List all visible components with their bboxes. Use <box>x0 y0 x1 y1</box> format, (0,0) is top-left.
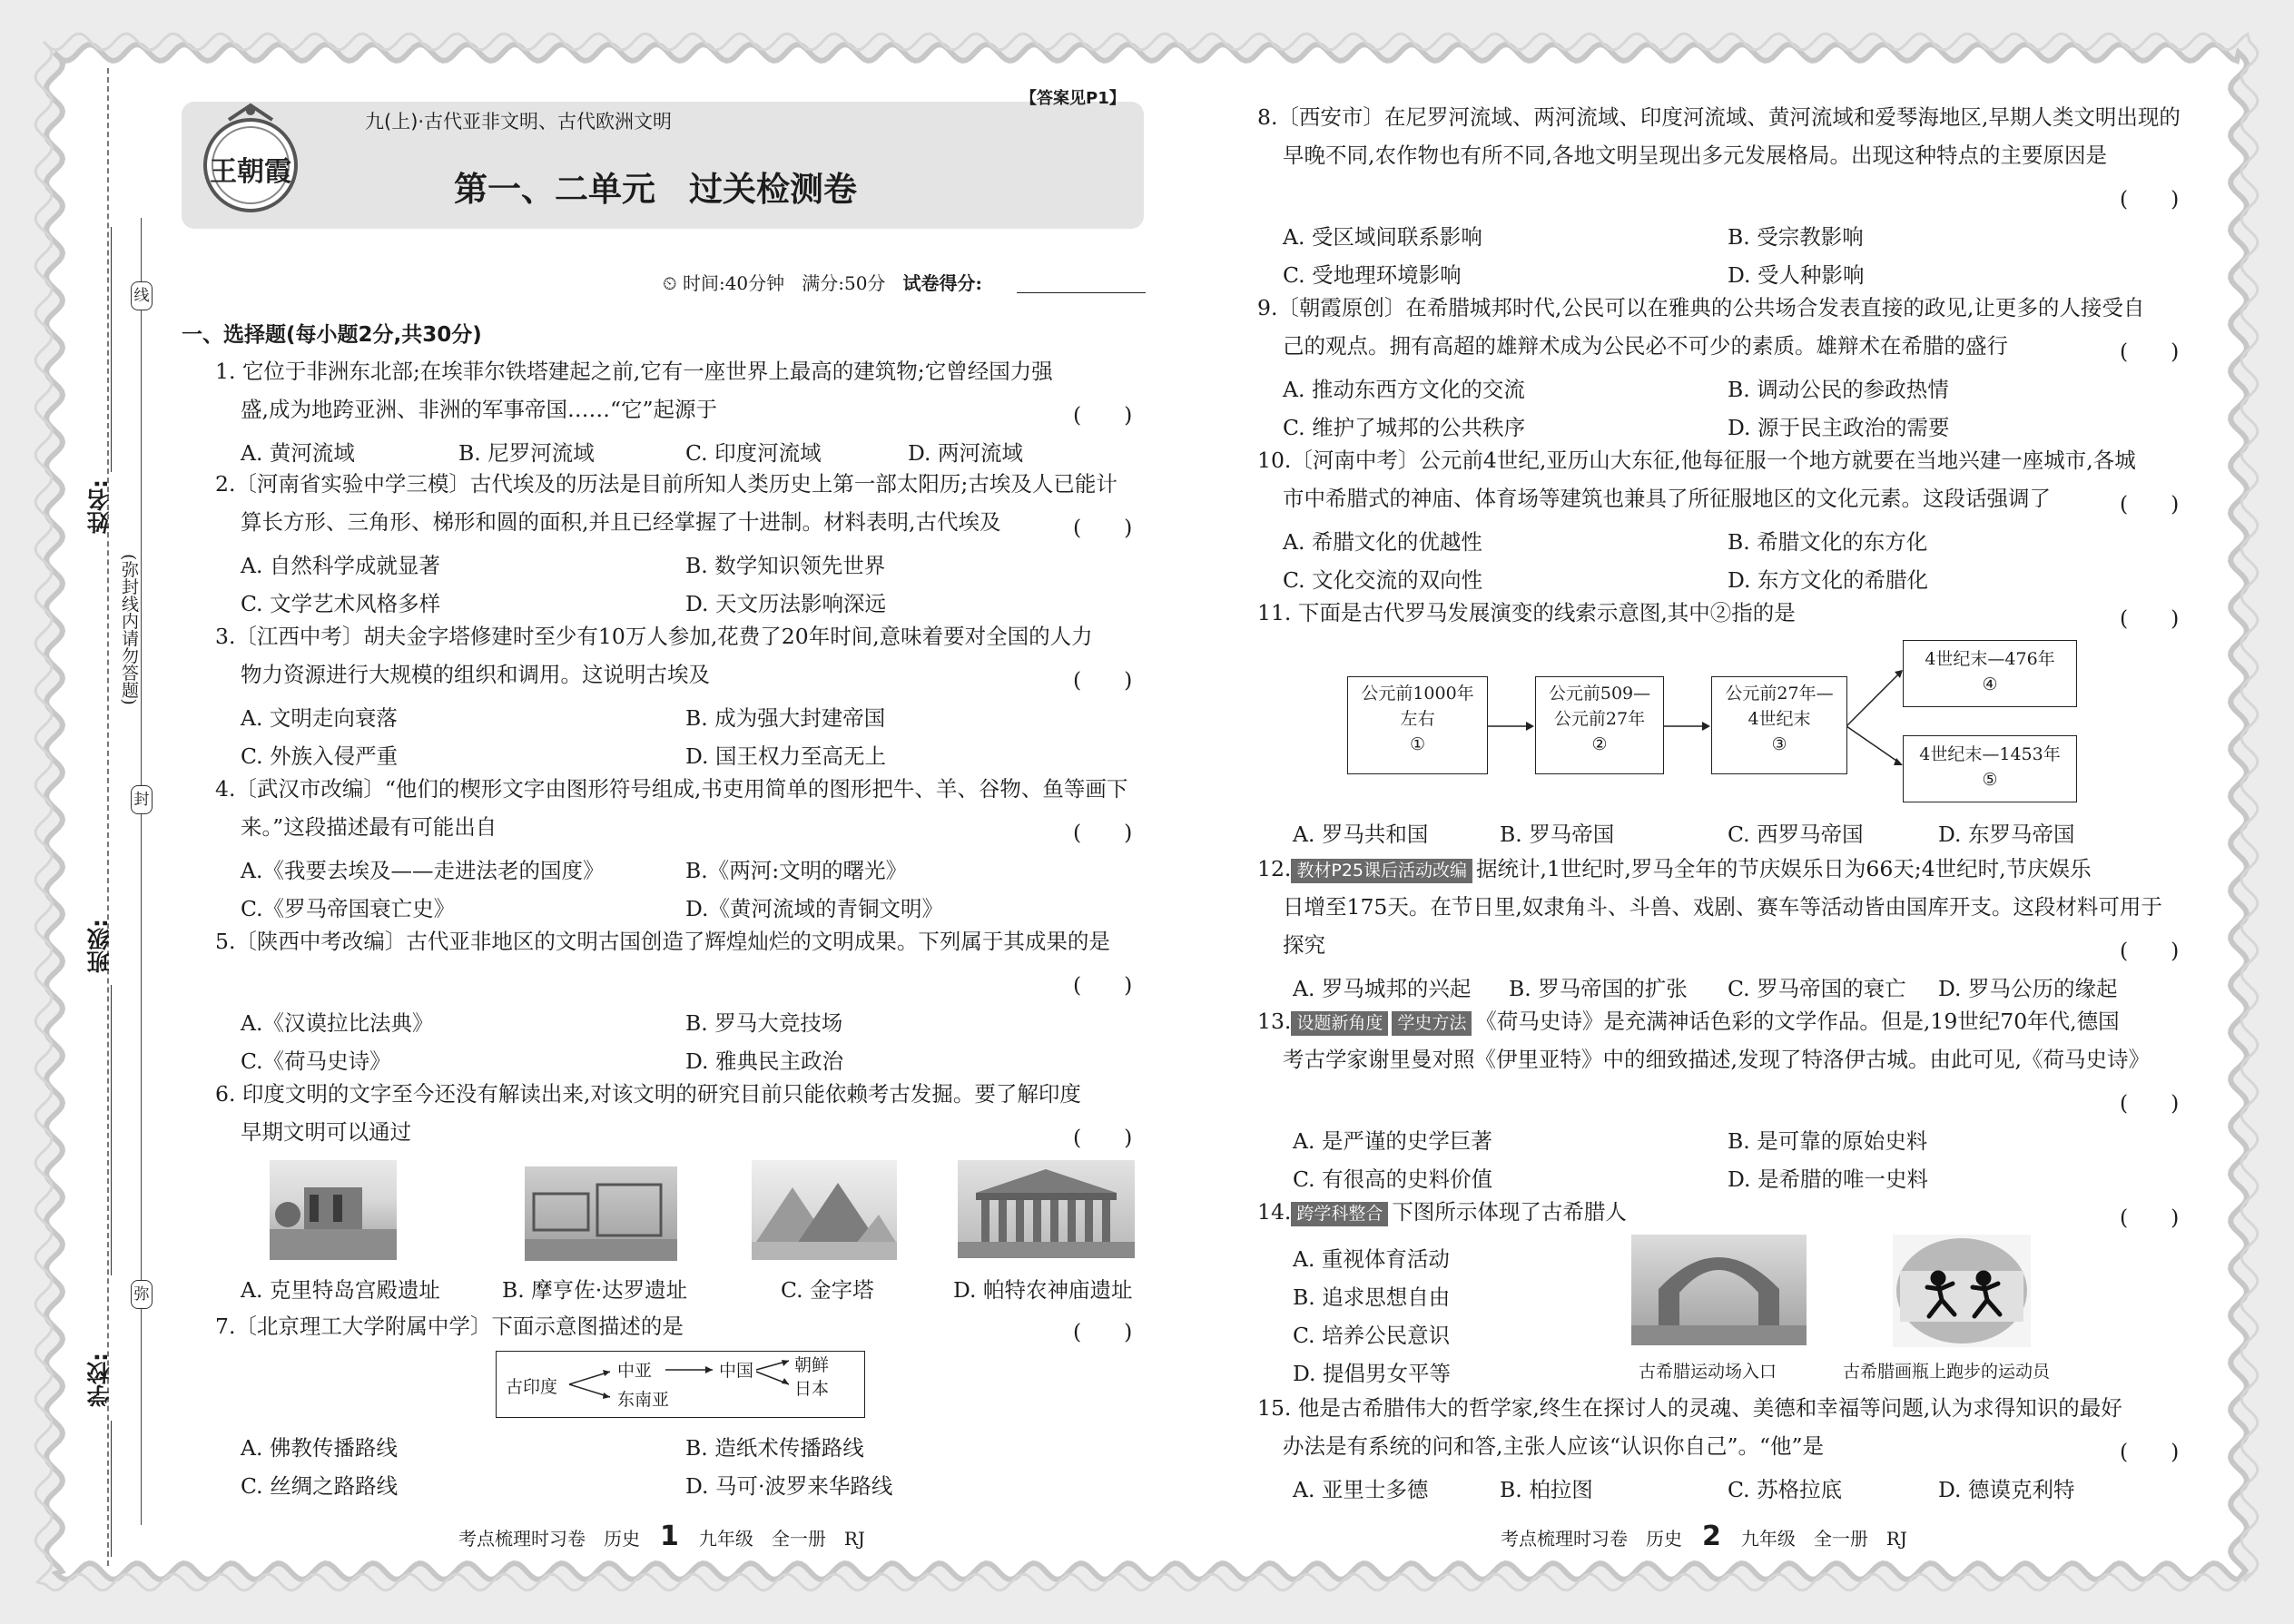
box2-date-2: 公元前27年 <box>1553 709 1646 729</box>
diagram-southeast-asia: 东南亚 <box>617 1390 670 1410</box>
q13-line2: 考古学家谢里曼对照《伊里亚特》中的细致描述,发现了特洛伊古城。由此可见,《荷马史诗》 <box>1283 1047 2150 1072</box>
binding-mark-feng: 封 <box>131 785 153 814</box>
pyramid-photo <box>752 1160 897 1260</box>
q9-option-d[interactable]: D. 源于民主政治的需要 <box>1728 415 1950 440</box>
clock-icon: ⏲ <box>663 272 677 294</box>
footer-right-grade: 九年级 全一册 RJ <box>1740 1528 1907 1550</box>
q14-tag: 跨学科整合 <box>1291 1202 1388 1226</box>
q4-answer-blank[interactable]: ( ) <box>1073 820 1133 845</box>
q8-line2: 早晚不同,农作物也有所不同,各地文明呈现出多元发展格局。出现这种特点的主要原因是 <box>1283 143 2107 168</box>
timeline-box-2 <box>1535 676 1664 774</box>
q12-number: 12. <box>1257 856 1292 881</box>
score-label: 试卷得分: <box>902 272 982 294</box>
binding-solid-line <box>141 218 142 1525</box>
footer-left-series: 考点梳理时习卷 历史 <box>458 1528 640 1550</box>
logo-text: 王朝霞 <box>210 156 291 188</box>
box5-number: ⑤ <box>1982 770 1998 790</box>
q9-line2: 己的观点。拥有高超的雄辩术成为公民必不可少的素质。雄辩术在希腊的盛行 <box>1283 333 2008 359</box>
q4-option-c[interactable]: C.《罗马帝国衰亡史》 <box>241 896 456 921</box>
q12-line2: 日增至175天。在节日里,奴隶角斗、斗兽、戏剧、赛车等活动皆由国库开支。这段材料可用于 <box>1283 894 2162 920</box>
full-score: 满分:50分 <box>802 272 886 294</box>
q15-answer-blank[interactable]: ( ) <box>2120 1439 2180 1464</box>
q15-option-d[interactable]: D. 德谟克利特 <box>1938 1477 2075 1502</box>
q12-line1 <box>1257 850 2092 888</box>
q12-option-b[interactable]: B. 罗马帝国的扩张 <box>1509 976 1688 1001</box>
q13-tag-2: 学史方法 <box>1392 1011 1472 1036</box>
name-field[interactable] <box>111 227 112 472</box>
q6-line1: 6. 印度文明的文字至今还没有解读出来,对该文明的研究目前只能依赖考古发掘。要了解印度 <box>215 1081 1081 1107</box>
diagram-japan: 日本 <box>794 1379 830 1399</box>
footer-left-grade: 九年级 全一册 RJ <box>698 1528 865 1550</box>
timeline-box-3 <box>1711 676 1847 774</box>
q9-answer-blank[interactable]: ( ) <box>2120 339 2180 364</box>
q4-line1: 4.〔武汉市改编〕“他们的楔形文字由图形符号组成,书吏用简单的图形把牛、羊、谷物、鱼等画下 <box>215 776 1128 802</box>
exam-meta <box>663 269 982 295</box>
page-number-1: 1 <box>660 1521 679 1552</box>
q5-option-d[interactable]: D. 雅典民主政治 <box>685 1048 843 1074</box>
time-limit: 时间:40分钟 <box>682 272 785 294</box>
q7-option-b[interactable]: B. 造纸术传播路线 <box>685 1435 864 1461</box>
q4-option-d[interactable]: D.《黄河流域的青铜文明》 <box>685 896 943 921</box>
box4-number: ④ <box>1982 674 1998 694</box>
q12-option-c[interactable]: C. 罗马帝国的衰亡 <box>1728 976 1906 1001</box>
q11-answer-blank[interactable]: ( ) <box>2120 605 2180 631</box>
q5-option-b[interactable]: B. 罗马大竞技场 <box>685 1010 843 1036</box>
q15-line1: 15. 他是古希腊伟大的哲学家,终生在探讨人的灵魂、美德和幸福等问题,认为求得知识的最好 <box>1257 1395 2122 1421</box>
q1-option-a[interactable]: A. 黄河流域 <box>241 440 355 466</box>
q3-option-d[interactable]: D. 国王权力至高无上 <box>685 743 886 769</box>
score-field[interactable] <box>1017 292 1146 293</box>
school-field[interactable] <box>111 1421 112 1557</box>
stadium-entrance-photo <box>1631 1235 1807 1345</box>
box1-date-2: 左右 <box>1400 709 1435 729</box>
timeline-box-5 <box>1903 735 2077 802</box>
q2-option-c[interactable]: C. 文学艺术风格多样 <box>241 591 441 616</box>
box2-number: ② <box>1591 734 1608 754</box>
q5-answer-blank[interactable]: ( ) <box>1073 972 1133 998</box>
q15-option-a[interactable]: A. 亚里士多德 <box>1293 1477 1429 1502</box>
q1-option-d[interactable]: D. 两河流域 <box>908 440 1023 466</box>
header-subject: 九(上)·古代亚非文明、古代欧洲文明 <box>365 111 673 133</box>
parthenon-photo <box>958 1160 1135 1258</box>
box3-number: ③ <box>1771 734 1787 754</box>
q14-number: 14. <box>1257 1199 1292 1225</box>
q5-option-c[interactable]: C.《荷马史诗》 <box>241 1048 391 1074</box>
binding-dashed-line <box>107 68 109 1566</box>
q6-line2: 早期文明可以通过 <box>241 1119 411 1145</box>
school-label: 学校: <box>86 1353 113 1407</box>
q4-option-a[interactable]: A.《我要去埃及——走进法老的国度》 <box>241 858 605 883</box>
vase-painting-photo <box>1893 1235 2031 1347</box>
q1-line2: 盛,成为地跨亚洲、非洲的军事帝国……“它”起源于 <box>241 397 717 422</box>
q14-option-c[interactable]: C. 培养公民意识 <box>1293 1323 1451 1348</box>
q3-option-c[interactable]: C. 外族入侵严重 <box>241 743 399 769</box>
publisher-logo <box>202 102 300 220</box>
q10-answer-blank[interactable]: ( ) <box>2120 491 2180 517</box>
q14-answer-blank[interactable]: ( ) <box>2120 1205 2180 1230</box>
q10-line1: 10.〔河南中考〕公元前4世纪,亚历山大东征,他每征服一个地方就要在当地兴建一座城市,各城 <box>1257 448 2136 473</box>
q6-option-d[interactable]: D. 帕特农神庙遗址 <box>953 1277 1133 1303</box>
answer-reference: 【答案见P1】 <box>1020 89 1126 108</box>
q13-option-d[interactable]: D. 是希腊的唯一史料 <box>1728 1166 1928 1192</box>
q8-option-a[interactable]: A. 受区域间联系影响 <box>1283 224 1482 250</box>
footer-right-series: 考点梳理时习卷 历史 <box>1501 1528 1682 1550</box>
q14-option-b[interactable]: B. 追求思想自由 <box>1293 1284 1451 1310</box>
q12-line3: 探究 <box>1283 932 1325 958</box>
diagram-central-asia: 中亚 <box>617 1361 653 1381</box>
q2-line1: 2.〔河南省实验中学三模〕古代埃及的历法是目前所知人类历史上第一部太阳历;古埃及人已能计 <box>215 471 1117 497</box>
box2-date: 公元前509— <box>1548 684 1651 704</box>
q13-answer-blank[interactable]: ( ) <box>2120 1090 2180 1116</box>
q4-option-b[interactable]: B.《两河:文明的曙光》 <box>685 858 908 883</box>
q13-line1 <box>1257 1002 2120 1040</box>
q2-line2: 算长方形、三角形、梯形和圆的面积,并且已经掌握了十进制。材料表明,古代埃及 <box>241 509 1001 535</box>
q7-option-a[interactable]: A. 佛教传播路线 <box>241 1435 398 1461</box>
vase-caption: 古希腊画瓶上跑步的运动员 <box>1843 1362 2051 1382</box>
q13-tag-1: 设题新角度 <box>1291 1011 1388 1036</box>
q11-option-a[interactable]: A. 罗马共和国 <box>1293 822 1429 847</box>
mohenjo-daro-photo <box>525 1166 677 1261</box>
q14-option-d[interactable]: D. 提倡男女平等 <box>1293 1361 1451 1386</box>
footer-left <box>458 1521 865 1552</box>
q2-answer-blank[interactable]: ( ) <box>1073 515 1133 540</box>
q11-option-d[interactable]: D. 东罗马帝国 <box>1938 822 2075 847</box>
timeline-box-1 <box>1347 676 1488 774</box>
box3-date-2: 4世纪末 <box>1748 709 1811 729</box>
q13-option-a[interactable]: A. 是严谨的史学巨著 <box>1293 1128 1492 1154</box>
name-label: 姓名: <box>86 479 113 534</box>
q5-option-a[interactable]: A.《汉谟拉比法典》 <box>241 1010 434 1036</box>
box1-number: ① <box>1409 734 1426 754</box>
q1-option-b[interactable]: B. 尼罗河流域 <box>458 440 595 466</box>
q3-answer-blank[interactable]: ( ) <box>1073 667 1133 693</box>
section-heading: 一、选择题(每小题2分,共30分) <box>182 323 482 347</box>
box4-date: 4世纪末—476年 <box>1925 649 2055 669</box>
q15-line2: 办法是有系统的问和答,主张人应该“认识你自己”。“他”是 <box>1283 1433 1825 1459</box>
diagram-ancient-india: 古印度 <box>506 1377 558 1397</box>
class-label: 班级: <box>86 919 113 973</box>
q8-option-b[interactable]: B. 受宗教影响 <box>1728 224 1864 250</box>
q10-option-a[interactable]: A. 希腊文化的优越性 <box>1283 529 1482 555</box>
page-number-2: 2 <box>1702 1521 1721 1552</box>
q12-option-a[interactable]: A. 罗马城邦的兴起 <box>1293 976 1472 1001</box>
q10-line2: 市中希腊式的神庙、体育场等建筑也兼具了所征服地区的文化元素。这段话强调了 <box>1283 486 2051 511</box>
q8-option-d[interactable]: D. 受人种影响 <box>1728 262 1865 288</box>
q9-option-b[interactable]: B. 调动公民的参政热情 <box>1728 377 1949 402</box>
q11-option-b[interactable]: B. 罗马帝国 <box>1500 822 1615 847</box>
box1-date: 公元前1000年 <box>1361 684 1474 704</box>
q9-option-c[interactable]: C. 维护了城邦的公共秩序 <box>1283 415 1526 440</box>
q5-line1: 5.〔陕西中考改编〕古代亚非地区的文明古国创造了辉煌灿烂的文明成果。下列属于其成果的是 <box>215 929 1110 954</box>
q15-option-c[interactable]: C. 苏格拉底 <box>1728 1477 1843 1502</box>
stadium-caption: 古希腊运动场入口 <box>1639 1362 1777 1382</box>
q1-option-c[interactable]: C. 印度河流域 <box>685 440 822 466</box>
box5-date: 4世纪末—1453年 <box>1919 744 2061 764</box>
q14-text: 下图所示体现了古希腊人 <box>1392 1199 1627 1225</box>
q12-answer-blank[interactable]: ( ) <box>2120 938 2180 963</box>
q6-option-b[interactable]: B. 摩亨佐·达罗遗址 <box>502 1277 688 1303</box>
q7-option-c[interactable]: C. 丝绸之路路线 <box>241 1473 399 1499</box>
q7-line1: 7.〔北京理工大学附属中学〕下面示意图描述的是 <box>215 1314 684 1339</box>
q11-option-c[interactable]: C. 西罗马帝国 <box>1728 822 1864 847</box>
q11-line1: 11. 下面是古代罗马发展演变的线索示意图,其中②指的是 <box>1257 600 1796 625</box>
q13-option-c[interactable]: C. 有很高的史料价值 <box>1293 1166 1493 1192</box>
q3-option-a[interactable]: A. 文明走向衰落 <box>241 705 398 731</box>
q7-option-d[interactable]: D. 马可·波罗来华路线 <box>685 1473 893 1499</box>
q13-text: 《荷马史诗》是充满神话色彩的文学作品。但是,19世纪70年代,德国 <box>1475 1009 2120 1034</box>
box3-date: 公元前27年— <box>1725 684 1834 704</box>
timeline-box-4 <box>1903 640 2077 707</box>
q1-line1: 1. 它位于非洲东北部;在埃菲尔铁塔建起之前,它有一座世界上最高的建筑物;它曾经国力强 <box>215 359 1053 384</box>
q12-text: 据统计,1世纪时,罗马全年的节庆娱乐日为66天;4世纪时,节庆娱乐 <box>1476 856 2092 881</box>
q13-option-b[interactable]: B. 是可靠的原始史料 <box>1728 1128 1928 1154</box>
binding-notice: (弥封线内请勿答题) <box>119 554 139 705</box>
footer-right <box>1501 1521 1907 1552</box>
q14-line1 <box>1257 1193 1627 1231</box>
q10-option-b[interactable]: B. 希腊文化的东方化 <box>1728 529 1928 555</box>
q8-answer-blank[interactable]: ( ) <box>2120 186 2180 212</box>
q9-line1: 9.〔朝霞原创〕在希腊城邦时代,公民可以在雅典的公共场合发表直接的政见,让更多的人接受自 <box>1257 295 2145 320</box>
q3-line2: 物力资源进行大规模的组织和调用。这说明古埃及 <box>241 662 710 687</box>
q7-answer-blank[interactable]: ( ) <box>1073 1319 1133 1344</box>
q6-answer-blank[interactable]: ( ) <box>1073 1125 1133 1150</box>
q2-option-a[interactable]: A. 自然科学成就显著 <box>241 553 440 578</box>
q2-option-b[interactable]: B. 数学知识领先世界 <box>685 553 886 578</box>
diagram-korea: 朝鲜 <box>794 1355 830 1375</box>
q2-option-d[interactable]: D. 天文历法影响深远 <box>685 591 886 616</box>
page-title: 第一、二单元 过关检测卷 <box>454 170 857 209</box>
binding-mark-xian: 线 <box>131 281 153 310</box>
q10-option-c[interactable]: C. 文化交流的双向性 <box>1283 567 1483 593</box>
q1-answer-blank[interactable]: ( ) <box>1073 402 1133 428</box>
q8-option-c[interactable]: C. 受地理环境影响 <box>1283 262 1462 288</box>
q6-option-a[interactable]: A. 克里特岛宫殿遗址 <box>241 1277 440 1303</box>
q3-line1: 3.〔江西中考〕胡夫金字塔修建时至少有10万人参加,花费了20年时间,意味着要对全国的人力 <box>215 624 1093 649</box>
q6-option-c[interactable]: C. 金字塔 <box>781 1277 874 1303</box>
spread-route-diagram <box>496 1351 865 1418</box>
q13-number: 13. <box>1257 1009 1292 1034</box>
q12-option-d[interactable]: D. 罗马公历的缘起 <box>1938 976 2118 1001</box>
q15-option-b[interactable]: B. 柏拉图 <box>1500 1477 1593 1502</box>
crete-palace-photo <box>270 1160 397 1260</box>
q8-line1: 8.〔西安市〕在尼罗河流域、两河流域、印度河流域、黄河流域和爱琴海地区,早期人类文明出现的 <box>1257 104 2181 130</box>
class-field[interactable] <box>111 985 112 1275</box>
q10-option-d[interactable]: D. 东方文化的希腊化 <box>1728 567 1928 593</box>
diagram-china: 中国 <box>719 1361 754 1381</box>
binding-mark-mi: 弥 <box>131 1280 153 1309</box>
q12-tag: 教材P25课后活动改编 <box>1291 859 1472 883</box>
q4-line2: 来。”这段描述最有可能出自 <box>241 814 497 840</box>
q14-option-a[interactable]: A. 重视体育活动 <box>1293 1246 1450 1272</box>
q9-option-a[interactable]: A. 推动东西方文化的交流 <box>1283 377 1525 402</box>
q3-option-b[interactable]: B. 成为强大封建帝国 <box>685 705 886 731</box>
